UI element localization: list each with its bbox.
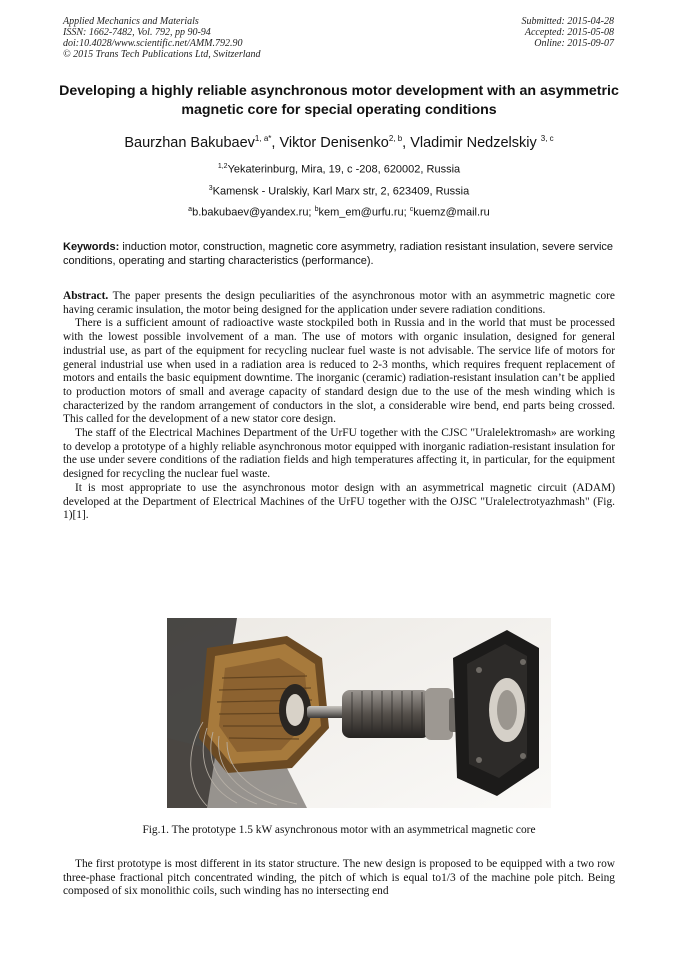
keywords-section — [63, 241, 615, 268]
journal-issn: ISSN: 1662-7482, Vol. 792, pp 90-94 — [63, 27, 211, 38]
affiliation-address: Kamensk - Uralskiy, Karl Marx str, 2, 623409, Russia — [212, 185, 470, 198]
body-paragraph: It is most appropriate to use the asynchronous motor design with an asymmetrical magnetic circuit (ADAM) developed at the Department of Electrical Machines of the UrFU together with the OJSC "Uralelectrotyazhmash" (Fig. 1)[1]. — [63, 481, 615, 522]
email-address[interactable]: kuemz@mail.ru — [413, 206, 490, 219]
motor-prototype-photo — [167, 618, 551, 808]
submitted-date: Submitted: 2015-04-28 — [521, 16, 614, 27]
author-affil-mark: 3, c — [540, 134, 554, 143]
affiliation-address: Yekaterinburg, Mira, 19, c -208, 620002, Russia — [227, 163, 461, 176]
author-name: Vladimir Nedzelskiy — [410, 134, 537, 151]
abstract-paragraph — [63, 290, 615, 317]
accepted-date: Accepted: 2015-05-08 — [524, 27, 614, 38]
submission-dates — [522, 16, 615, 49]
body-paragraph: There is a sufficient amount of radioactive waste stockpiled both in Russia and in the world that must be processed with the lowest possible involvement of a man. The use of motors with organic insulation, designed for general industrial use, as part of the equipment for recycling nuclear fuel waste is not advisable. The service life of motors for general industrial use when used in a radiation area is reduced to 2-3 months, which requires frequent replacement of motors and entails the basic equipment downtime. The inorganic (ceramic) radiation-resistant insulation can’t be applied to production motors of small and average capacity of standard design due to the use of the mesh winding which is characterized by the random arrangement of conductors in the slot, a considerable wire bend, end parts being crossed. This called for the development of a new stator core design. — [63, 317, 615, 426]
email-address[interactable]: b.bakubaev@yandex.ru; — [192, 206, 312, 219]
affiliation-mark: 1,2 — [217, 163, 228, 170]
affiliation — [40, 163, 638, 176]
body-paragraph: The staff of the Electrical Machines Department of the UrFU together with the CJSC "Uralelektromash» are working to develop a prototype of a highly reliable asynchronous motor equipped with inorganic radiation-resistant insulation for the use under severe conditions of the radiation fields and high temperatures affecting it, in particular, for the equipment designed for recycling the nuclear fuel waste. — [63, 427, 615, 481]
figure-caption: Fig.1. The prototype 1.5 kW asynchronous motor with an asymmetrical magnetic core — [142, 824, 536, 836]
keywords-text: induction motor, construction, magnetic core asymmetry, radiation resistant insulation, severe service conditions, operating and starting characteristics (performance). — [63, 241, 614, 267]
email-mark: a — [188, 206, 193, 213]
journal-name: Applied Mechanics and Materials — [63, 16, 199, 27]
paper-title: Developing a highly reliable asynchronous motor development with an asymmetric magnetic core for special operating conditions — [59, 83, 619, 118]
affiliation-mark: 3 — [208, 185, 213, 192]
email-mark: c — [409, 206, 414, 213]
journal-info — [63, 16, 261, 60]
body-text — [63, 290, 615, 523]
abstract-label: Abstract. — [63, 290, 109, 302]
author-affil-mark: 2, b — [388, 134, 403, 143]
motor-rotor — [342, 688, 461, 740]
motor-photo-illustration — [167, 618, 551, 808]
author-list: Baurzhan Bakubaev$^{1, a*}$, Viktor Denisenko$^{2, b}$, Vladimir Nedzelskiy $^{3, c}$ — [124, 134, 554, 151]
email-mark: b — [314, 206, 319, 213]
author-name: Viktor Denisenko — [279, 134, 389, 151]
affiliation — [40, 185, 638, 198]
author-name: Baurzhan Bakubaev — [124, 134, 255, 151]
journal-copyright: © 2015 Trans Tech Publications Ltd, Switzerland — [63, 49, 261, 60]
online-date: Online: 2015-09-07 — [534, 38, 614, 49]
journal-doi[interactable]: doi:10.4028/www.scientific.net/AMM.792.90 — [63, 38, 243, 49]
author-affil-mark: 1, a* — [254, 134, 272, 143]
abstract-text: The paper presents the design peculiarities of the asynchronous motor with an asymmetric magnetic core having ceramic insulation, the motor being designed for the application under severe radiation conditions. — [63, 290, 615, 316]
email-address[interactable]: kem_em@urfu.ru; — [318, 206, 407, 219]
end-bracket — [453, 630, 539, 796]
keywords-label: Keywords: — [63, 241, 120, 253]
body-paragraph: The first prototype is most different in its stator structure. The new design is proposed to be equipped with a two row three-phase fractional pitch concentrated winding, the pitch of which is equal to1/3 of the machine pole pitch. Being composed of six monolithic coils, such winding has no intersecting end — [63, 858, 615, 898]
email-list — [40, 206, 638, 219]
body-text-continued — [63, 858, 615, 899]
